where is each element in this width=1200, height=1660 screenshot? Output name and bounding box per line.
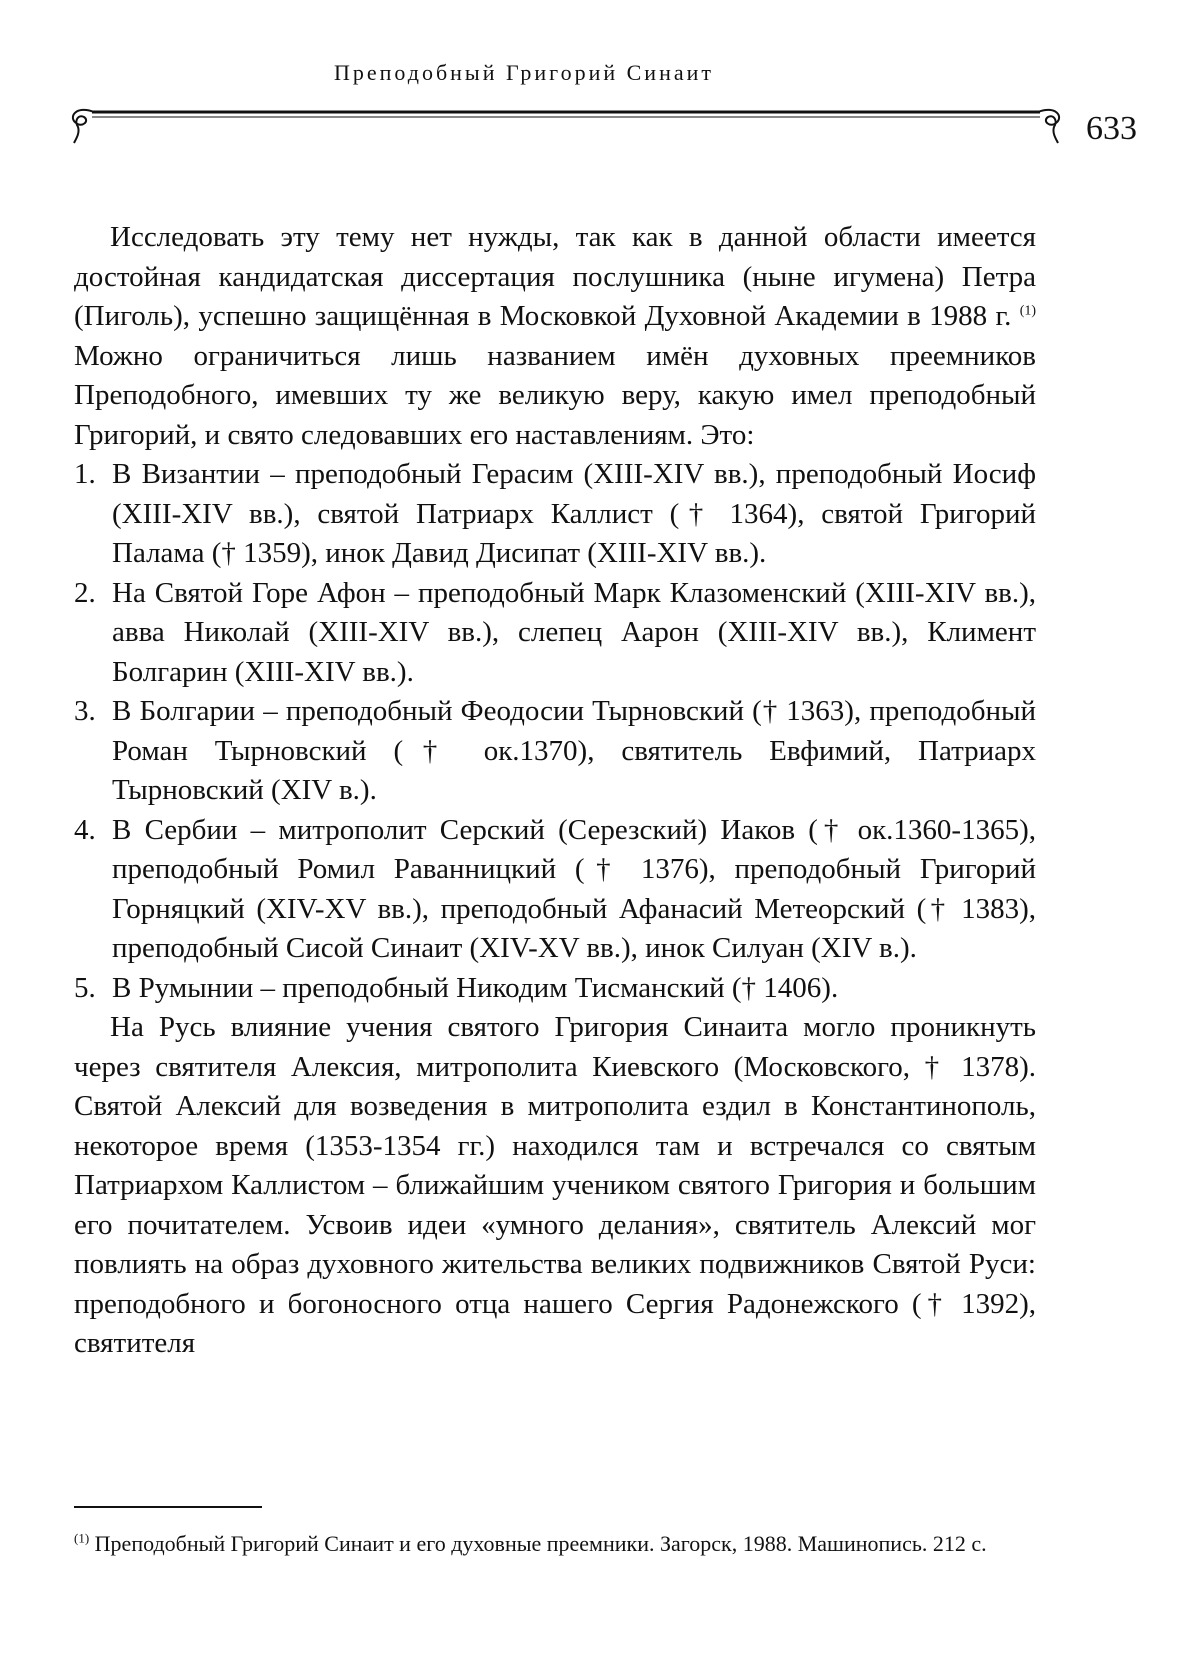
footnote	[74, 1527, 1036, 1561]
list-item	[74, 969, 1036, 1009]
list-item-text: В Византии – преподобный Герасим (XIII-XIV вв.), преподобный Иосиф (XIII-XIV вв.), святой Патриарх Каллист († 1364), святой Григорий Палама († 1359), инок Давид Дисипат (XIII-XIV вв.).	[112, 458, 1036, 569]
running-title: Преподобный Григорий Синаит	[333, 60, 714, 85]
paragraph-2: На Русь влияние учения святого Григория Синаита могло проникнуть через святителя Алексия, митрополита Киевского (Московского, † 1378). Святой Алексий для возведения в митрополита ездил в Константинополь, некоторое время (1353-1354 гг.) находился там и встречался со святым Патриархом Каллистом – ближайшим учеником святого Григория и большим его почитателем. Усвоив идеи «умного делания», святитель Алексий мог повлиять на образ духовного жительства великих подвижников Святой Руси: преподобного и богоносного отца нашего Сергия Радонежского († 1392), святителя	[74, 1011, 1036, 1359]
list-item	[74, 455, 1036, 574]
list-item-number: 4.	[74, 813, 96, 846]
list-item-text: На Святой Горе Афон – преподобный Марк Клазоменский (XIII-XIV вв.), авва Николай (XIII-XIV вв.), слепец Аарон (XIII-XIV вв.), Климент Болгарин (XIII-XIV вв.).	[112, 576, 1036, 688]
list-item-text: В Сербии – митрополит Серский (Серезский) Иаков († ок.1360-1365), преподобный Ромил Раванницкий († 1376), преподобный Григорий Горняцкий (XIV-XV вв.), преподобный Афанасий Метеорский († 1383), преподобный Сисой Синаит (XIV-XV вв.), инок Силуан (XIV в.).	[112, 813, 1036, 964]
list-item-number: 5.	[74, 971, 96, 1004]
list-item-number: 2.	[74, 576, 96, 609]
successors-list	[74, 455, 1036, 1008]
footnote-text: Преподобный Григорий Синаит и его духовные преемники. Загорск, 1988. Машинопись. 212 с.	[94, 1531, 987, 1556]
footnote-mark: (1)	[74, 1530, 90, 1546]
page-number: 633	[1086, 110, 1137, 147]
paragraph-1-text-b: Можно ограничиться лишь названием имён духовных преемников Преподобного, имевших ту же великую веру, какую имел преподобный Григорий, и свято следовавших его наставлениям. Это:	[74, 339, 1036, 451]
paragraph-1	[74, 218, 1036, 455]
list-item-text: В Румынии – преподобный Никодим Тисманский († 1406).	[112, 971, 839, 1004]
list-item	[74, 574, 1036, 693]
main-text	[74, 218, 1036, 1364]
list-item-number: 1.	[74, 458, 96, 490]
footnote-divider	[74, 1506, 262, 1508]
list-item-number: 3.	[74, 695, 96, 727]
list-item-text: В Болгарии – преподобный Феодосии Тырновский († 1363), преподобный Роман Тырновский († ок.1370), святитель Евфимий, Патриарх Тырновский (XIV в.).	[112, 695, 1036, 806]
ornamental-header-rule	[66, 103, 1066, 147]
list-item	[74, 692, 1036, 811]
footnote-reference: (1)	[1019, 303, 1037, 319]
list-item	[74, 811, 1036, 969]
paragraph-1-text-a: Исследовать эту тему нет нужды, так как в данной области имеется достойная кандидатская диссертация послушника (ныне игумена) Петра (Пиголь), успешно защищённая в Московкой Духовной Академии в 1988 г.	[74, 221, 1036, 332]
